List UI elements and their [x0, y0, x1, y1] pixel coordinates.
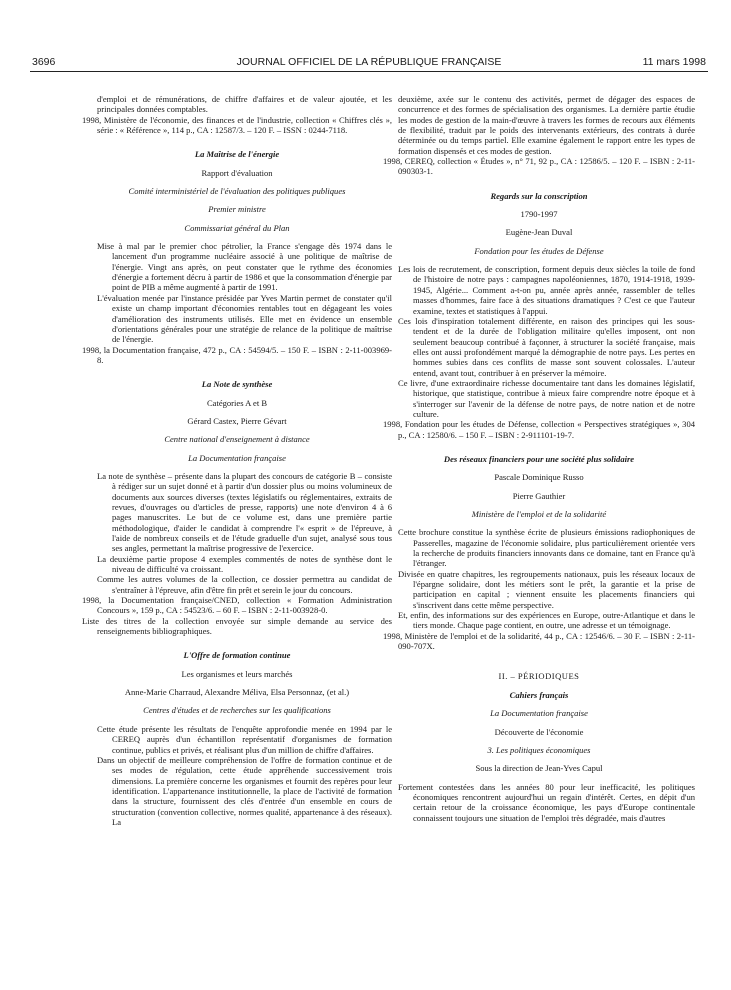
entry-organization: Premier ministre — [208, 204, 266, 215]
entry-title: Des réseaux financiers pour une société plus solidaire — [443, 453, 635, 464]
page-header — [32, 56, 706, 70]
entry-organization: Fondation pour les études de Défense — [474, 245, 604, 256]
reference-note: Liste des titres de la collection envoyée sur simple demande au service des renseignements bibliographiques. — [82, 615, 392, 637]
entry-title: La Maîtrise de l'énergie — [194, 149, 280, 160]
entry-organization: Centre national d'enseignement à distance — [164, 434, 310, 445]
left-column — [82, 94, 392, 827]
entry-subtitle: Découverte de l'économie — [494, 726, 584, 737]
entry-paragraph: Comme les autres volumes de la collection, ce dossier permettra au candidat de s'entraîner à l'épreuve, afin d'être fin prêt et serein le jour du concours. — [97, 574, 392, 595]
entry-subtitle-italic: 3. Les politiques économiques — [487, 744, 591, 755]
entry-paragraph: Cette étude présente les résultats de l'enquête approfondie menée en 1994 par le CEREQ auprès d'un échantillon représentatif d'organismes de formation continue, publics et privés, et réalisant plus d'un million de chiffre d'affaires. — [97, 723, 392, 755]
entry-subtitle: Les organismes et leurs marchés — [181, 668, 293, 679]
entry-paragraph: Divisée en quatre chapitres, les regroupements nationaux, puis les réseaux locaux de l'épargne solidaire, dont les métiers sont le prêt, la garantie et la prise de participation en capital ; viennent ensuite les placements financiers qui s'inscrivent dans cette même perspective. — [398, 568, 695, 610]
journal-title: JOURNAL OFFICIEL DE LA RÉPUBLIQUE FRANÇAISE — [236, 56, 502, 68]
entry-paragraph: Ce livre, d'une extraordinaire richesse documentaire tant dans les domaines législatif, historique, que statistique, contribue à mieux faire comprendre notre époque et à s'interroger sur l'avenir de la défense de notre pays, de notre nation et de notre culture. — [398, 377, 695, 419]
entry-organization: La Documentation française — [188, 452, 286, 463]
entry-paragraph: Les lois de recrutement, de conscription, forment depuis deux siècles la toile de fond de l'histoire de notre pays : campagnes napoléoniennes, 1870, 1914-1918, 1939-1945, Algérie... Comment a-t-on pu, année après année, rassembler de telles masses d'hommes, faire face à des situations dramatiques ? C'est ce que l'auteur examine, textes et statistiques à l'appui. — [398, 264, 695, 316]
entry-title: La Note de synthèse — [201, 379, 273, 390]
page-number: 3696 — [32, 56, 56, 68]
entry-title: Regards sur la conscription — [490, 190, 588, 201]
entry-director: Sous la direction de Jean-Yves Capul — [475, 763, 603, 774]
entry-organization: Ministère de l'emploi et de la solidarité — [471, 509, 607, 519]
entry-author: Eugène-Jean Duval — [505, 227, 573, 238]
header-rule — [30, 71, 708, 72]
reference: 1998, la Documentation française/CNED, collection « Formation Administration Concours », 159 p., CA : 54523/6. – 60 F. – ISBN : 2-11-003928-0. — [82, 595, 392, 616]
entry-organization: Centres d'études et de recherches sur les qualifications — [143, 705, 331, 716]
entry-paragraph: Cette brochure constitue la synthèse écrite de plusieurs émissions radiophoniques de Passerelles, magazine de l'économie solidaire, plus particulièrement orientée vers la recherche de produits financiers innovants dans ce domaine, tant en France qu'à l'étranger. — [398, 527, 695, 569]
reference: 1998, Fondation pour les études de Défense, collection « Perspectives stratégiques », 304 p., CA : 12580/6. – 150 F. – ISBN : 2-911101-19-7. — [383, 419, 695, 440]
issue-date: 11 mars 1998 — [642, 56, 706, 68]
entry-author: Pierre Gauthier — [512, 490, 566, 501]
entry-paragraph: Fortement contestées dans les années 80 pour leur inefficacité, les politiques économiques rencontrent aujourd'hui un regain d'intérêt. Certes, en dépit d'un certain retour de la croissance économique, les pays d'Europe continentale connaissent toujours une situation de l'emploi très dégradée, mais d'autres — [398, 781, 695, 823]
entry-author: Gérard Castex, Pierre Gévart — [187, 415, 287, 426]
entry-paragraph: Et, enfin, des informations sur des expériences en Europe, outre-Atlantique et dans le tiers monde. Chaque page contient, en outre, une adresse et un témoignage. — [398, 610, 695, 631]
entry-subtitle: 1790-1997 — [520, 209, 558, 220]
reference: 1998, CEREQ, collection « Études », n° 71, 92 p., CA : 12586/5. – 120 F. – ISBN : 2-11-090303-1. — [383, 156, 695, 177]
reference: 1998, la Documentation française, 472 p., CA : 54594/5. – 150 F. – ISBN : 2-11-003969-8. — [82, 344, 392, 365]
entry-paragraph: Dans un objectif de meilleure compréhension de l'offre de formation continue et de ses modes de régulation, cette étude appréhende successivement trois dimensions. La première concerne les organismes et fournit des repères pour leur identification. L'appartenance institutionnelle, la place de l'activité de formation dans la structure, fournissent des clés d'entrée d'un ensemble en cours de structuration (convention collective, normes qualité, appartenance à des réseaux). La — [97, 754, 392, 827]
entry-paragraph: Mise à mal par le premier choc pétrolier, la France s'engage dès 1974 dans le lancement d'un programme nucléaire associé à une politique de maîtrise de l'énergie. Vingt ans après, on peut constater que le rythme des économies d'énergie a fortement décru à partir de 1986 et que la consommation d'énergie par point de PIB a même augmenté à partir de 1991. — [97, 241, 392, 293]
entry-paragraph: La deuxième partie propose 4 exemples commentés de notes de synthèse dont le niveau de difficulté va croissant. — [97, 553, 392, 575]
entry-author: Anne-Marie Charraud, Alexandre Méliva, Elsa Personnaz, (et al.) — [124, 687, 350, 698]
right-column — [383, 94, 695, 823]
entry-title: L'Offre de formation continue — [183, 650, 291, 661]
continued-paragraph: deuxième, axée sur le contenu des activités, permet de dégager des espaces de concurrence et des formes de spécialisation des organismes. La dernière partie étudie les modes de gestion de la main-d'œuvre à travers les formes de recours aux éléments de flexibilité, traduit par le poids des intervenants extérieurs, des contrats à durée déterminée ou du temps partiel. Elle examine également le rapport entre les types de formation dispensés et ces modes de gestion. — [398, 94, 695, 156]
entry-subtitle: Catégories A et B — [206, 397, 268, 408]
continued-paragraph: d'emploi et de rémunérations, de chiffre d'affaires et de valeur ajoutée, et les principales données comptables. — [97, 94, 392, 115]
entry-organization: Comité interministériel de l'évaluation des politiques publiques — [128, 186, 346, 197]
entry-author: Pascale Dominique Russo — [494, 472, 584, 483]
entry-title: Cahiers français — [509, 689, 569, 700]
reference: 1998, Ministère de l'emploi et de la solidarité, 44 p., CA : 12546/6. – 30 F. – ISBN : 2-11-090-707X. — [383, 630, 695, 652]
entry-paragraph: L'évaluation menée par l'instance présidée par Yves Martin permet de constater qu'il existe un champ important d'économies rentables tout en dégageant les voies d'amélioration des instruments utilisés. Elle met en évidence un ensemble d'orientations générales pour une stratégie de relance de la politique de maîtrise de l'énergie. — [97, 292, 392, 345]
entry-paragraph: Ces lois d'inspiration totalement différente, en raison des principes qui les sous-tendent et de la durée de l'obligation militaire qu'elles imposent, ont non seulement beaucoup contribué à façonner, à structurer la société française, mais elles ont aussi profondément marqué la démographie de notre pays. Les pertes en hommes subies dans ces conflits de masse sont souvent colossales. L'auteur entend, avant tout, contribuer à en préserver la mémoire. — [398, 315, 695, 378]
entry-subtitle: Rapport d'évaluation — [201, 167, 273, 178]
reference: 1998, Ministère de l'économie, des finances et de l'industrie, collection « Chiffres clés », série : « Référence », 114 p., CA : 12587/3. – 120 F. – ISSN : 0244-7118. — [82, 114, 392, 136]
entry-organization: La Documentation française — [490, 708, 588, 719]
entry-organization: Commissariat général du Plan — [184, 222, 290, 233]
entry-paragraph: La note de synthèse – présente dans la plupart des concours de catégorie B – consiste à rédiger sur un sujet donné et à partir d'un dossier plus ou moins volumineux de documents aux sources diverses (textes législatifs ou réglementaires, extraits de revues, d'ouvrages ou d'articles de presse, rapports) une note d'environ 4 à 6 pages manuscrites. Le but de ce volume est, dans une première partie méthodologique, d'aider le candidat à comprendre l'« esprit » de l'épreuve, à l'aide de nombreux conseils et de l'étude graduelle d'un sujet, analysé sous tous ses angles, permettant la maîtrise progressive de l'exercice. — [97, 470, 392, 554]
section-heading: II. – PÉRIODIQUES — [498, 671, 580, 682]
